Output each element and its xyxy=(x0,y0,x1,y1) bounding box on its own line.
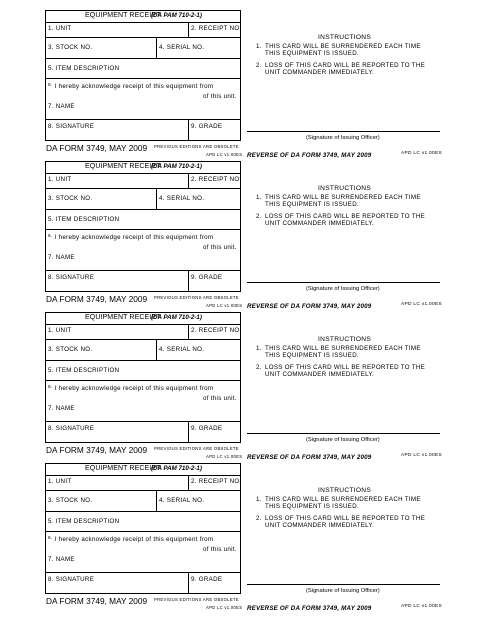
reverse-form-label: REVERSE OF DA FORM 3749, MAY 2009 xyxy=(247,605,372,612)
divider xyxy=(46,37,240,38)
signature-label: 8. SIGNATURE xyxy=(48,425,95,432)
serial-no-label: 4. SERIAL NO. xyxy=(159,195,205,202)
acknowledgement-text xyxy=(48,536,213,543)
acknowledgement-text xyxy=(48,234,213,241)
divider xyxy=(156,37,157,58)
divider xyxy=(46,324,240,325)
receipt-card xyxy=(0,161,495,312)
ack-number: 6. xyxy=(48,83,53,88)
instruction-item-2: 2. LOSS OF THIS CARD WILL BE REPORTED TO THE UNIT COMMANDER IMMEDIATELY. xyxy=(256,213,426,227)
reverse-form-label: REVERSE OF DA FORM 3749, MAY 2009 xyxy=(247,152,372,159)
divider xyxy=(46,531,240,532)
previous-editions-note: PREVIOUS EDITIONS ARE OBSOLETE xyxy=(154,144,239,149)
signature-of-issuing-officer: (Signature of Issuing Officer) xyxy=(306,588,380,594)
divider xyxy=(188,324,189,339)
form-title-text: EQUIPMENT RECEIPT xyxy=(85,12,161,19)
ack-line-2: of this unit. xyxy=(203,244,237,251)
stock-no-label: 3. STOCK NO. xyxy=(48,195,93,202)
instructions-heading: INSTRUCTIONS xyxy=(318,34,372,41)
form-title xyxy=(46,313,240,324)
form-name: DA FORM 3749, MAY 2009 xyxy=(46,143,148,153)
divider xyxy=(46,490,240,491)
form-name: DA FORM 3749, MAY 2009 xyxy=(46,445,148,455)
grade-label: 9. GRADE xyxy=(191,274,223,281)
divider xyxy=(156,339,157,360)
divider xyxy=(46,188,240,189)
serial-no-label: 4. SERIAL NO. xyxy=(159,346,205,353)
signature-line xyxy=(247,131,440,132)
instruction-item-1: 1. THIS CARD WILL BE SURRENDERED EACH TIME THIS EQUIPMENT IS ISSUED. xyxy=(256,496,421,510)
divider xyxy=(46,339,240,340)
divider xyxy=(46,173,240,174)
instruction-item-2: 2. LOSS OF THIS CARD WILL BE REPORTED TO THE UNIT COMMANDER IMMEDIATELY. xyxy=(256,364,426,378)
apd-version-front: APD LC v1.00ES xyxy=(206,152,243,157)
receipt-card xyxy=(0,463,495,614)
acknowledgement-text xyxy=(48,385,213,392)
unit-label: 1. UNIT xyxy=(48,478,72,485)
ack-number: 6. xyxy=(48,385,53,390)
receipt-no-label: 2. RECEIPT NO. xyxy=(191,327,242,334)
stock-no-label: 3. STOCK NO. xyxy=(48,497,93,504)
divider xyxy=(46,360,240,361)
item-description-label: 5. ITEM DESCRIPTION xyxy=(48,216,120,223)
instruction-item-1: 1. THIS CARD WILL BE SURRENDERED EACH TIME THIS EQUIPMENT IS ISSUED. xyxy=(256,345,421,359)
form-name: DA FORM 3749, MAY 2009 xyxy=(46,294,148,304)
ack-line-1: I hereby acknowledge receipt of this equipment from xyxy=(54,234,214,241)
instruction-item-1: 1. THIS CARD WILL BE SURRENDERED EACH TIME THIS EQUIPMENT IS ISSUED. xyxy=(256,194,421,208)
signature-line xyxy=(247,282,440,283)
form-title xyxy=(46,464,240,475)
divider xyxy=(188,173,189,188)
instructions-heading: INSTRUCTIONS xyxy=(318,185,372,192)
equipment-receipt-form xyxy=(45,10,241,141)
divider xyxy=(46,78,240,79)
divider xyxy=(46,421,240,422)
stock-no-label: 3. STOCK NO. xyxy=(48,346,93,353)
divider xyxy=(46,511,240,512)
signature-label: 8. SIGNATURE xyxy=(48,576,95,583)
form-reference: (DA PAM 710-2-1) xyxy=(151,163,202,170)
equipment-receipt-form xyxy=(45,161,241,292)
signature-of-issuing-officer: (Signature of Issuing Officer) xyxy=(306,135,380,141)
receipt-no-label: 2. RECEIPT NO. xyxy=(191,176,242,183)
signature-line xyxy=(247,584,440,585)
item-description-label: 5. ITEM DESCRIPTION xyxy=(48,518,120,525)
signature-of-issuing-officer: (Signature of Issuing Officer) xyxy=(306,286,380,292)
apd-version-back: APD LC v1.00ES xyxy=(401,604,442,609)
acknowledgement-text xyxy=(48,83,213,90)
form-title-text: EQUIPMENT RECEIPT xyxy=(85,163,161,170)
equipment-receipt-form xyxy=(45,312,241,443)
instruction-item-2: 2. LOSS OF THIS CARD WILL BE REPORTED TO THE UNIT COMMANDER IMMEDIATELY. xyxy=(256,62,426,76)
form-reference: (DA PAM 710-2-1) xyxy=(151,465,202,472)
divider xyxy=(156,490,157,511)
ack-line-2: of this unit. xyxy=(203,93,237,100)
apd-version-back: APD LC v1.00ES xyxy=(401,453,442,458)
divider xyxy=(46,22,240,23)
apd-version-back: APD LC v1.00ES xyxy=(401,302,442,307)
form-title xyxy=(46,162,240,173)
divider xyxy=(46,229,240,230)
divider xyxy=(156,188,157,209)
reverse-form-label: REVERSE OF DA FORM 3749, MAY 2009 xyxy=(247,303,372,310)
divider xyxy=(188,270,189,291)
ack-line-1: I hereby acknowledge receipt of this equipment from xyxy=(54,536,214,543)
receipt-no-label: 2. RECEIPT NO. xyxy=(191,478,242,485)
item-description-label: 5. ITEM DESCRIPTION xyxy=(48,65,120,72)
divider xyxy=(46,58,240,59)
apd-version-front: APD LC v1.00ES xyxy=(206,605,243,610)
divider xyxy=(46,380,240,381)
ack-number: 6. xyxy=(48,536,53,541)
ack-number: 6. xyxy=(48,234,53,239)
divider xyxy=(46,119,240,120)
divider xyxy=(188,475,189,490)
divider xyxy=(46,572,240,573)
divider xyxy=(46,270,240,271)
divider xyxy=(46,475,240,476)
form-title-text: EQUIPMENT RECEIPT xyxy=(85,314,161,321)
ack-line-1: I hereby acknowledge receipt of this equipment from xyxy=(54,385,214,392)
previous-editions-note: PREVIOUS EDITIONS ARE OBSOLETE xyxy=(154,597,239,602)
reverse-form-label: REVERSE OF DA FORM 3749, MAY 2009 xyxy=(247,454,372,461)
equipment-receipt-form xyxy=(45,463,241,594)
signature-line xyxy=(247,433,440,434)
grade-label: 9. GRADE xyxy=(191,425,223,432)
apd-version-front: APD LC v1.00ES xyxy=(206,454,243,459)
receipt-card xyxy=(0,10,495,161)
divider xyxy=(46,209,240,210)
signature-label: 8. SIGNATURE xyxy=(48,274,95,281)
apd-version-front: APD LC v1.00ES xyxy=(206,303,243,308)
form-title-text: EQUIPMENT RECEIPT xyxy=(85,465,161,472)
stock-no-label: 3. STOCK NO. xyxy=(48,44,93,51)
form-reference: (DA PAM 710-2-1) xyxy=(151,12,202,19)
divider xyxy=(188,421,189,442)
ack-line-1: I hereby acknowledge receipt of this equipment from xyxy=(54,83,214,90)
ack-line-2: of this unit. xyxy=(203,546,237,553)
unit-label: 1. UNIT xyxy=(48,176,72,183)
instructions-heading: INSTRUCTIONS xyxy=(318,487,372,494)
item-description-label: 5. ITEM DESCRIPTION xyxy=(48,367,120,374)
receipt-card xyxy=(0,312,495,463)
receipt-no-label: 2. RECEIPT NO. xyxy=(191,25,242,32)
unit-label: 1. UNIT xyxy=(48,327,72,334)
form-title xyxy=(46,11,240,22)
grade-label: 9. GRADE xyxy=(191,576,223,583)
serial-no-label: 4. SERIAL NO. xyxy=(159,497,205,504)
name-label: 7. NAME xyxy=(48,254,75,261)
signature-of-issuing-officer: (Signature of Issuing Officer) xyxy=(306,437,380,443)
form-name: DA FORM 3749, MAY 2009 xyxy=(46,596,148,606)
grade-label: 9. GRADE xyxy=(191,123,223,130)
instruction-item-2: 2. LOSS OF THIS CARD WILL BE REPORTED TO THE UNIT COMMANDER IMMEDIATELY. xyxy=(256,515,426,529)
form-reference: (DA PAM 710-2-1) xyxy=(151,314,202,321)
signature-label: 8. SIGNATURE xyxy=(48,123,95,130)
previous-editions-note: PREVIOUS EDITIONS ARE OBSOLETE xyxy=(154,446,239,451)
divider xyxy=(188,119,189,140)
divider xyxy=(188,572,189,593)
unit-label: 1. UNIT xyxy=(48,25,72,32)
serial-no-label: 4. SERIAL NO. xyxy=(159,44,205,51)
name-label: 7. NAME xyxy=(48,556,75,563)
name-label: 7. NAME xyxy=(48,405,75,412)
instruction-item-1: 1. THIS CARD WILL BE SURRENDERED EACH TIME THIS EQUIPMENT IS ISSUED. xyxy=(256,43,421,57)
ack-line-2: of this unit. xyxy=(203,395,237,402)
divider xyxy=(188,22,189,37)
instructions-heading: INSTRUCTIONS xyxy=(318,336,372,343)
previous-editions-note: PREVIOUS EDITIONS ARE OBSOLETE xyxy=(154,295,239,300)
apd-version-back: APD LC v1.00ES xyxy=(401,151,442,156)
name-label: 7. NAME xyxy=(48,103,75,110)
